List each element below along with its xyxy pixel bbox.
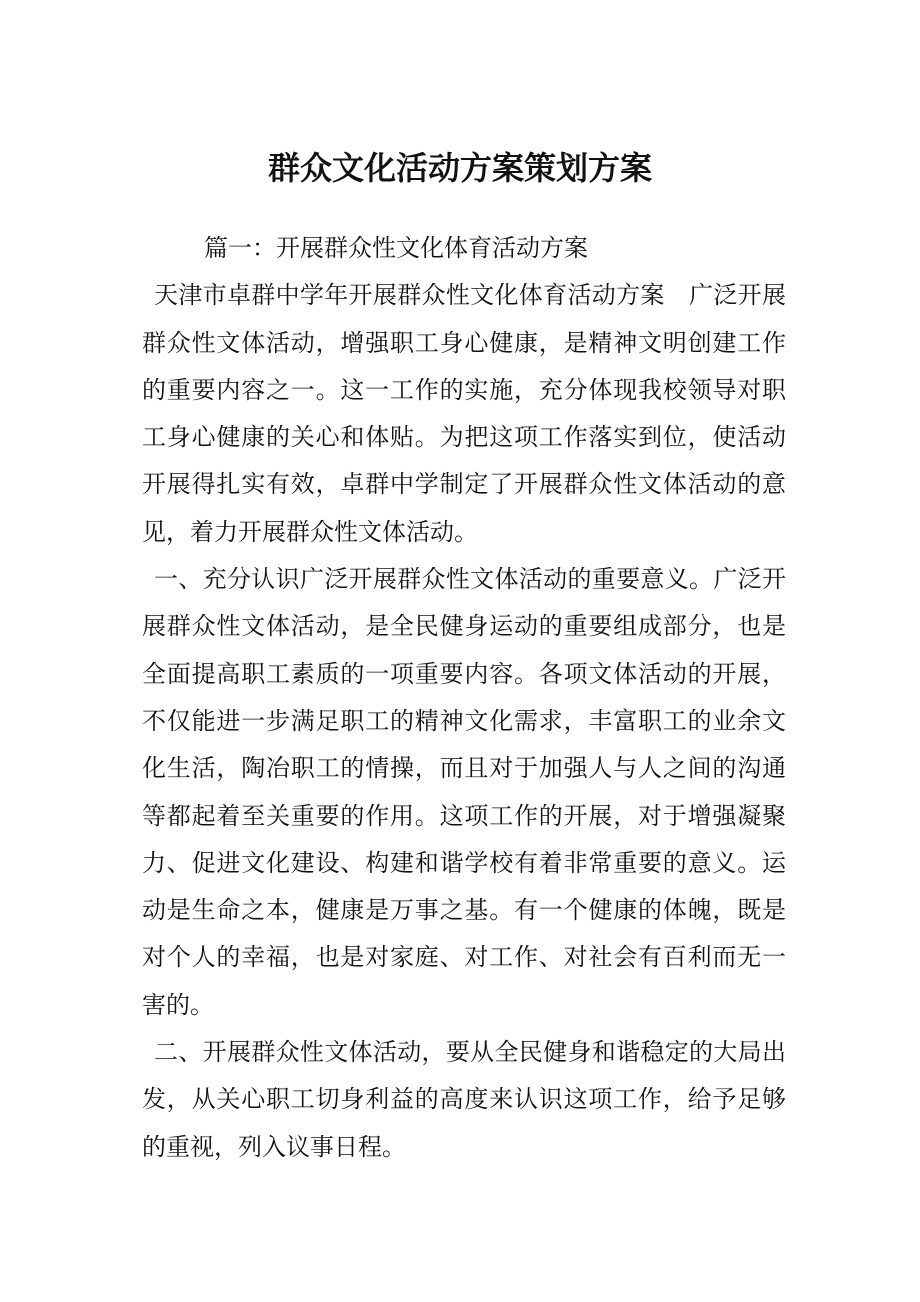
document-title: 群众文化活动方案策划方案 [267, 149, 652, 187]
paragraph-point-one: 一、充分认识广泛开展群众性文体活动的重要意义。广泛开展群众性文体活动，是全民健身运动的重要组成部分，也是全面提高职工素质的一项重要内容。各项文体活动的开展，不仅能进一步满足职工的精神文化需求，丰富职工的业余文化生活，陶冶职工的情操，而且对于加强人与人之间的沟通等都起着至关重要的作用。这项工作的开展，对于增强凝聚力、促进文化建设、构建和谐学校有着非常重要的意义。运动是生命之本，健康是万事之基。有一个健康的体魄，既是对个人的幸福，也是对家庭、对工作、对社会有百利而无一害的。 [142, 565, 786, 1019]
section-heading-part-one: 篇一：开展群众性文化体育活动方案 [204, 234, 588, 262]
paragraph-point-two: 二、开展群众性文体活动，要从全民健身和谐稳定的大局出发，从关心职工切身利益的高度来认识这项工作，给予足够的重视，列入议事日程。 [142, 1038, 786, 1161]
document-body [142, 225, 786, 1171]
paragraph-intro: 天津市卓群中学年开展群众性文化体育活动方案 广泛开展群众性文体活动，增强职工身心健康，是精神文明创建工作的重要内容之一。这一工作的实施，充分体现我校领导对职工身心健康的关心和体贴。为把这项工作落实到位，使活动开展得扎实有效，卓群中学制定了开展群众性文体活动的意见，着力开展群众性文体活动。 [142, 281, 786, 546]
